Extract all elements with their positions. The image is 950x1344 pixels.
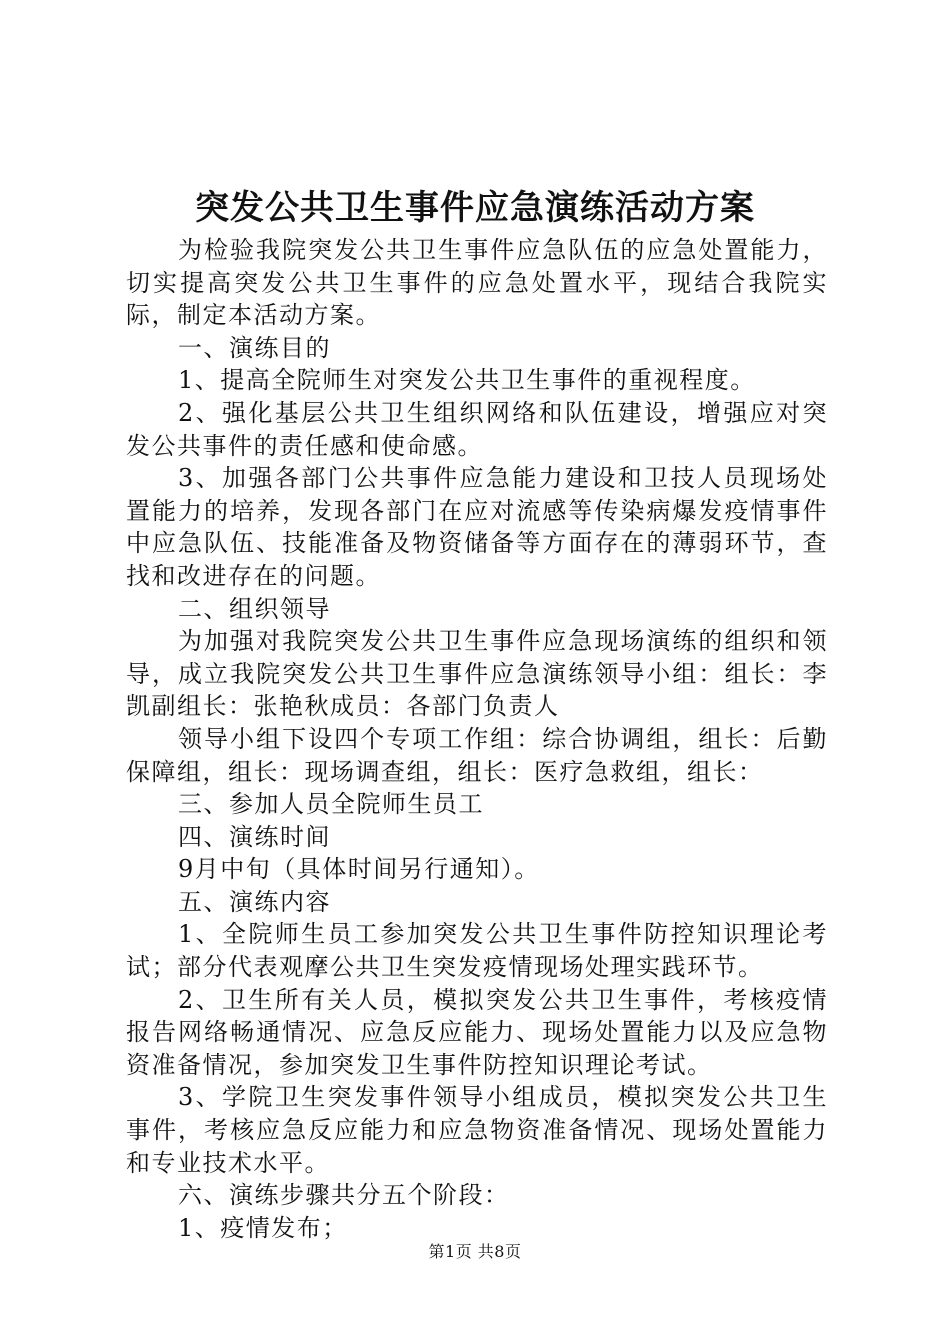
paragraph-steps-1: 1、疫情发布；	[178, 1213, 348, 1242]
section-heading-time: 四、演练时间	[178, 822, 331, 851]
section-heading-steps: 六、演练步骤共分五个阶段：	[178, 1181, 510, 1210]
paragraph-purpose-1: 1、提高全院师生对突发公共卫生事件的重视程度。	[178, 366, 756, 395]
paragraph-content-1: 1、全院师生员工参加突发公共卫生事件防控知识理论考试；部分代表观摩公共卫生突发疫情现场处理实践环节。	[126, 920, 828, 982]
paragraph-purpose-2: 2、强化基层公共卫生组织网络和队伍建设，增强应对突发公共事件的责任感和使命感。	[126, 398, 828, 460]
paragraph-intro: 为检验我院突发公共卫生事件应急队伍的应急处置能力，切实提高突发公共卫生事件的应急处置水平，现结合我院实际，制定本活动方案。	[126, 236, 828, 330]
paragraph-leadership-1: 为加强对我院突发公共卫生事件应急现场演练的组织和领导，成立我院突发公共卫生事件应急演练领导小组：组长：李凯副组长：张艳秋成员：各部门负责人	[126, 627, 828, 721]
paragraph-time: 9月中旬（具体时间另行通知）。	[178, 855, 540, 884]
paragraph-content-3: 3、学院卫生突发事件领导小组成员，模拟突发公共卫生事件，考核应急反应能力和应急物资准备情况、现场处置能力和专业技术水平。	[126, 1083, 828, 1177]
section-heading-content: 五、演练内容	[178, 887, 331, 916]
document-body	[126, 234, 828, 1244]
paragraph-content-2: 2、卫生所有关人员，模拟突发公共卫生事件，考核疫情报告网络畅通情况、应急反应能力、现场处置能力以及应急物资准备情况，参加突发卫生事件防控知识理论考试。	[126, 985, 828, 1079]
document-title: 突发公共卫生事件应急演练活动方案	[195, 188, 755, 228]
section-heading-leadership: 二、组织领导	[178, 594, 331, 623]
paragraph-purpose-3: 3、加强各部门公共事件应急能力建设和卫技人员现场处置能力的培养，发现各部门在应对流感等传染病爆发疫情事件中应急队伍、技能准备及物资储备等方面存在的薄弱环节，查找和改进存在的问题。	[126, 464, 828, 590]
section-heading-participants: 三、参加人员全院师生员工	[178, 790, 484, 819]
page-footer: 第1页 共8页	[428, 1242, 522, 1261]
paragraph-leadership-2: 领导小组下设四个专项工作组：综合协调组，组长：后勤保障组，组长：现场调查组，组长：医疗急救组，组长：	[126, 724, 828, 786]
section-heading-purpose: 一、演练目的	[178, 333, 331, 362]
